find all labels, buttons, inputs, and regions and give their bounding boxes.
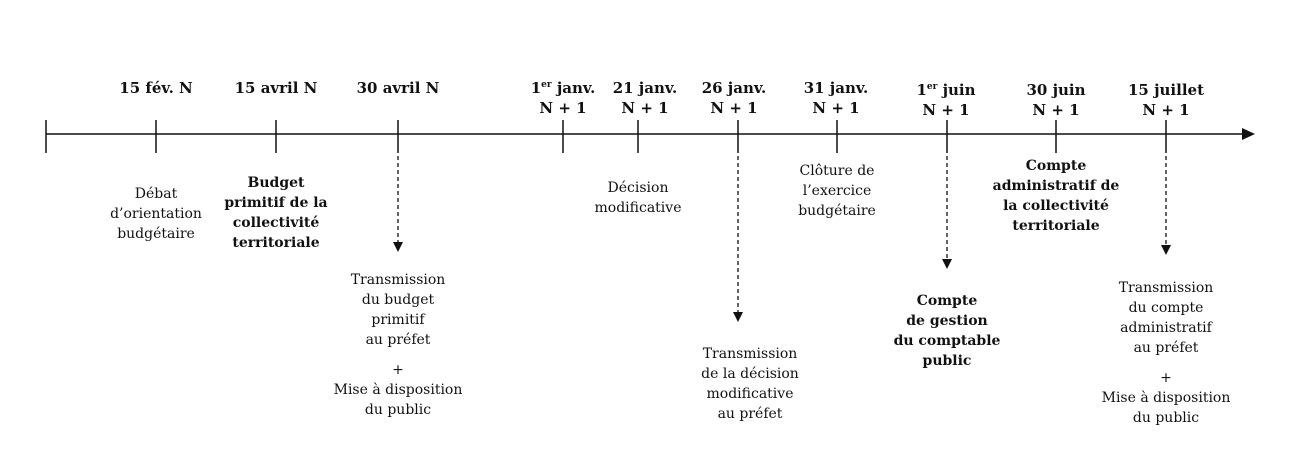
date-15-fev: 15 fév. N <box>119 79 193 97</box>
event-budget-primitif: Budget primitif de la collectivité territoriale <box>224 175 328 251</box>
date-31-janv: 31 janv. N + 1 <box>803 79 869 117</box>
date-30-juin: 30 juin N + 1 <box>1026 81 1086 119</box>
date-26-janv: 26 janv. N + 1 <box>701 79 767 117</box>
date-15-avril: 15 avril N <box>234 79 318 97</box>
event-cloture-exercice: Clôture de l’exercice budgétaire <box>798 163 876 219</box>
event-decision-modificative: Décision modificative <box>594 180 682 216</box>
arrowhead-15-juillet <box>1161 245 1171 255</box>
outcome-transmission-compte: Transmission du compte administratif au préfet + Mise à disposition du public <box>1101 280 1231 426</box>
date-1-janv: 1er janv. N + 1 <box>530 79 596 117</box>
date-21-janv: 21 janv. N + 1 <box>612 79 678 117</box>
event-compte-administratif: Compte administratif de la collectivité territoriale <box>992 158 1120 234</box>
arrowhead-1-juin <box>942 259 952 269</box>
arrowhead-26-janv <box>733 312 743 322</box>
date-1-juin: 1er juin N + 1 <box>916 81 976 119</box>
outcome-transmission-decision: Transmission de la décision modificative au préfet <box>701 346 799 422</box>
outcome-compte-gestion: Compte de gestion du comptable public <box>893 293 1001 369</box>
date-15-juillet: 15 juillet N + 1 <box>1128 81 1204 119</box>
outcome-transmission-budget: Transmission du budget primitif au préfet + Mise à disposition du public <box>333 272 463 418</box>
arrowhead-30-avril <box>393 242 403 252</box>
event-debat-orientation: Débat d’orientation budgétaire <box>110 186 202 242</box>
timeline-arrowhead <box>1242 128 1255 140</box>
date-30-avril: 30 avril N <box>356 79 440 97</box>
